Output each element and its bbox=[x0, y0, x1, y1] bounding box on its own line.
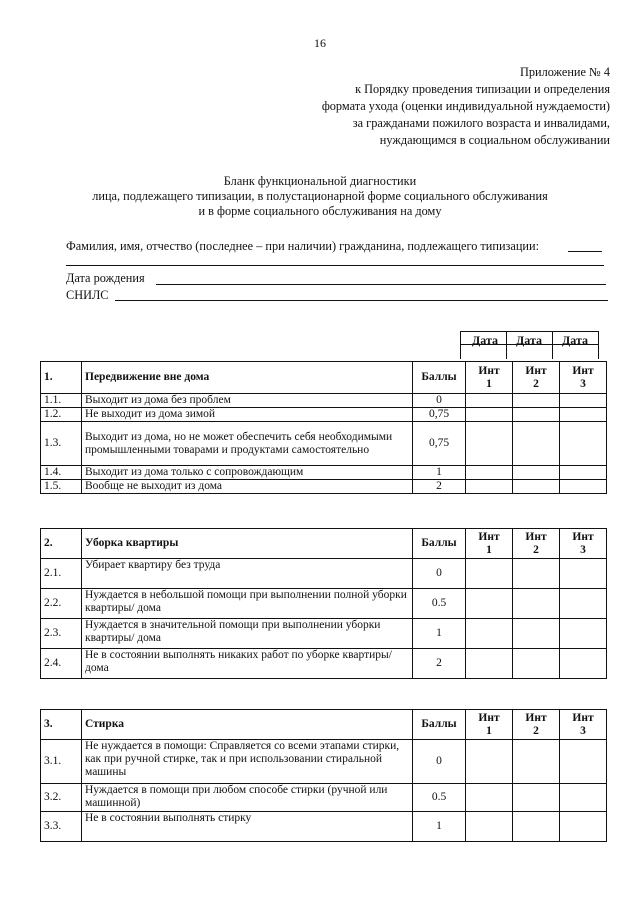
section-number: 1. bbox=[41, 362, 82, 394]
row-text: Выходит из дома без проблем bbox=[82, 394, 413, 408]
int-cell-1[interactable] bbox=[466, 619, 513, 649]
appendix-line: к Порядку проведения типизации и определения bbox=[355, 82, 610, 96]
row-text: Нуждается в значительной помощи при выполнении уборки квартиры/ дома bbox=[82, 619, 413, 649]
birth-input-line[interactable] bbox=[156, 284, 438, 285]
section-table-3 bbox=[40, 709, 607, 842]
table-row bbox=[41, 480, 607, 494]
int-cell-3[interactable] bbox=[560, 619, 607, 649]
row-number: 2.3. bbox=[41, 619, 82, 649]
date-header-2: Дата bbox=[516, 333, 542, 347]
int-header-2: Инт 2 bbox=[513, 362, 560, 394]
int-cell-2[interactable] bbox=[513, 812, 560, 842]
row-score: 0,75 bbox=[413, 408, 466, 422]
int-cell-1[interactable] bbox=[466, 394, 513, 408]
int-header-2: Инт 2 bbox=[513, 710, 560, 740]
int-cell-2[interactable] bbox=[513, 619, 560, 649]
snils-input-line[interactable] bbox=[115, 300, 608, 301]
table-row bbox=[41, 559, 607, 589]
row-score: 0 bbox=[413, 559, 466, 589]
int-cell-1[interactable] bbox=[466, 559, 513, 589]
row-text: Не в состоянии выполнять никаких работ по уборке квартиры/ дома bbox=[82, 649, 413, 679]
row-number: 2.1. bbox=[41, 559, 82, 589]
row-number: 2.4. bbox=[41, 649, 82, 679]
row-text: Вообще не выходит из дома bbox=[82, 480, 413, 494]
row-score: 0 bbox=[413, 394, 466, 408]
row-score: 0.5 bbox=[413, 784, 466, 812]
int-header-3: Инт 3 bbox=[560, 529, 607, 559]
snils-label: СНИЛС bbox=[66, 288, 109, 302]
int-cell-1[interactable] bbox=[466, 784, 513, 812]
date-header-3: Дата bbox=[562, 333, 588, 347]
row-number: 3.1. bbox=[41, 740, 82, 784]
row-text: Выходит из дома только с сопровождающим bbox=[82, 466, 413, 480]
form-title-line: Бланк функциональной диагностики bbox=[223, 174, 417, 188]
score-header: Баллы bbox=[413, 710, 466, 740]
int-cell-1[interactable] bbox=[466, 422, 513, 466]
fio-input-line[interactable] bbox=[568, 251, 602, 252]
row-text: Нуждается в небольшой помощи при выполнении полной уборки квартиры/ дома bbox=[82, 589, 413, 619]
row-text: Не нуждается в помощи: Справляется со всеми этапами стирки, как при ручной стирке, так и при использовании стиральной машины bbox=[82, 740, 413, 784]
row-score: 1 bbox=[413, 812, 466, 842]
appendix-line: нуждающимся в социальном обслуживании bbox=[379, 133, 610, 147]
int-cell-3[interactable] bbox=[560, 480, 607, 494]
score-header: Баллы bbox=[413, 362, 466, 394]
int-cell-2[interactable] bbox=[513, 740, 560, 784]
section-header-row bbox=[41, 362, 607, 394]
row-number: 1.1. bbox=[41, 394, 82, 408]
int-cell-2[interactable] bbox=[513, 466, 560, 480]
section-number: 2. bbox=[41, 529, 82, 559]
date-value-1[interactable] bbox=[460, 344, 507, 359]
int-cell-3[interactable] bbox=[560, 740, 607, 784]
int-header-1: Инт 1 bbox=[466, 529, 513, 559]
table-row bbox=[41, 466, 607, 480]
row-score: 1 bbox=[413, 466, 466, 480]
section-table-1 bbox=[40, 361, 607, 494]
row-text: Нуждается в помощи при любом способе стирки (ручной или машинной) bbox=[82, 784, 413, 812]
form-title bbox=[0, 174, 640, 219]
int-cell-3[interactable] bbox=[560, 812, 607, 842]
fio-label: Фамилия, имя, отчество (последнее – при наличии) гражданина, подлежащего типизации: bbox=[66, 239, 540, 253]
int-header-1: Инт 1 bbox=[466, 362, 513, 394]
birth-label: Дата рождения bbox=[66, 271, 145, 285]
table-row bbox=[41, 740, 607, 784]
section-header-row bbox=[41, 710, 607, 740]
int-cell-1[interactable] bbox=[466, 649, 513, 679]
table-row bbox=[41, 619, 607, 649]
table-row bbox=[41, 408, 607, 422]
int-cell-2[interactable] bbox=[513, 784, 560, 812]
int-cell-1[interactable] bbox=[466, 740, 513, 784]
form-title-line: лица, подлежащего типизации, в полустационарной форме социального обслуживания bbox=[92, 189, 548, 203]
int-cell-2[interactable] bbox=[513, 394, 560, 408]
table-row bbox=[41, 784, 607, 812]
table-row bbox=[41, 812, 607, 842]
row-score: 0 bbox=[413, 740, 466, 784]
section-header-row bbox=[41, 529, 607, 559]
section-title: Стирка bbox=[82, 710, 413, 740]
row-score: 1 bbox=[413, 619, 466, 649]
appendix-line: Приложение № 4 bbox=[519, 65, 610, 79]
table-row bbox=[41, 394, 607, 408]
row-number: 1.3. bbox=[41, 422, 82, 466]
int-cell-2[interactable] bbox=[513, 480, 560, 494]
birth-input-line-2[interactable] bbox=[438, 284, 606, 285]
section-title: Уборка квартиры bbox=[82, 529, 413, 559]
int-cell-2[interactable] bbox=[513, 589, 560, 619]
appendix-header bbox=[322, 64, 610, 149]
int-header-3: Инт 3 bbox=[560, 362, 607, 394]
form-title-line: и в форме социального обслуживания на дому bbox=[198, 204, 442, 218]
row-text: Убирает квартиру без труда bbox=[82, 559, 413, 589]
int-cell-2[interactable] bbox=[513, 649, 560, 679]
date-value-2[interactable] bbox=[506, 344, 553, 359]
int-cell-3[interactable] bbox=[560, 649, 607, 679]
section-title: Передвижение вне дома bbox=[82, 362, 413, 394]
int-header-2: Инт 2 bbox=[513, 529, 560, 559]
section-table-2 bbox=[40, 528, 607, 679]
row-number: 3.2. bbox=[41, 784, 82, 812]
page-number: 16 bbox=[314, 36, 326, 50]
row-score: 2 bbox=[413, 649, 466, 679]
table-row bbox=[41, 589, 607, 619]
int-cell-2[interactable] bbox=[513, 422, 560, 466]
int-cell-3[interactable] bbox=[560, 394, 607, 408]
int-cell-1[interactable] bbox=[466, 408, 513, 422]
row-score: 0.5 bbox=[413, 589, 466, 619]
int-cell-3[interactable] bbox=[560, 422, 607, 466]
int-header-3: Инт 3 bbox=[560, 710, 607, 740]
date-header-1: Дата bbox=[472, 333, 498, 347]
row-score: 0,75 bbox=[413, 422, 466, 466]
int-cell-3[interactable] bbox=[560, 408, 607, 422]
int-cell-1[interactable] bbox=[466, 812, 513, 842]
int-cell-2[interactable] bbox=[513, 559, 560, 589]
int-cell-1[interactable] bbox=[466, 480, 513, 494]
row-number: 3.3. bbox=[41, 812, 82, 842]
table-row bbox=[41, 422, 607, 466]
row-number: 1.2. bbox=[41, 408, 82, 422]
row-text: Выходит из дома, но не может обеспечить себя необходимыми промышленными товарами и продуктами самостоятельно bbox=[82, 422, 413, 466]
section-number: 3. bbox=[41, 710, 82, 740]
int-cell-1[interactable] bbox=[466, 589, 513, 619]
int-cell-3[interactable] bbox=[560, 784, 607, 812]
appendix-line: формата ухода (оценки индивидуальной нуждаемости) bbox=[321, 99, 610, 113]
row-score: 2 bbox=[413, 480, 466, 494]
row-number: 1.4. bbox=[41, 466, 82, 480]
row-number: 2.2. bbox=[41, 589, 82, 619]
int-cell-3[interactable] bbox=[560, 559, 607, 589]
int-cell-2[interactable] bbox=[513, 408, 560, 422]
table-row bbox=[41, 649, 607, 679]
row-text: Не выходит из дома зимой bbox=[82, 408, 413, 422]
fio-input-line-2[interactable] bbox=[66, 265, 604, 266]
date-value-3[interactable] bbox=[552, 344, 599, 359]
int-cell-3[interactable] bbox=[560, 466, 607, 480]
row-text: Не в состоянии выполнять стирку bbox=[82, 812, 413, 842]
int-header-1: Инт 1 bbox=[466, 710, 513, 740]
int-cell-1[interactable] bbox=[466, 466, 513, 480]
row-number: 1.5. bbox=[41, 480, 82, 494]
score-header: Баллы bbox=[413, 529, 466, 559]
appendix-line: за гражданами пожилого возраста и инвалидами, bbox=[352, 116, 610, 130]
int-cell-3[interactable] bbox=[560, 589, 607, 619]
